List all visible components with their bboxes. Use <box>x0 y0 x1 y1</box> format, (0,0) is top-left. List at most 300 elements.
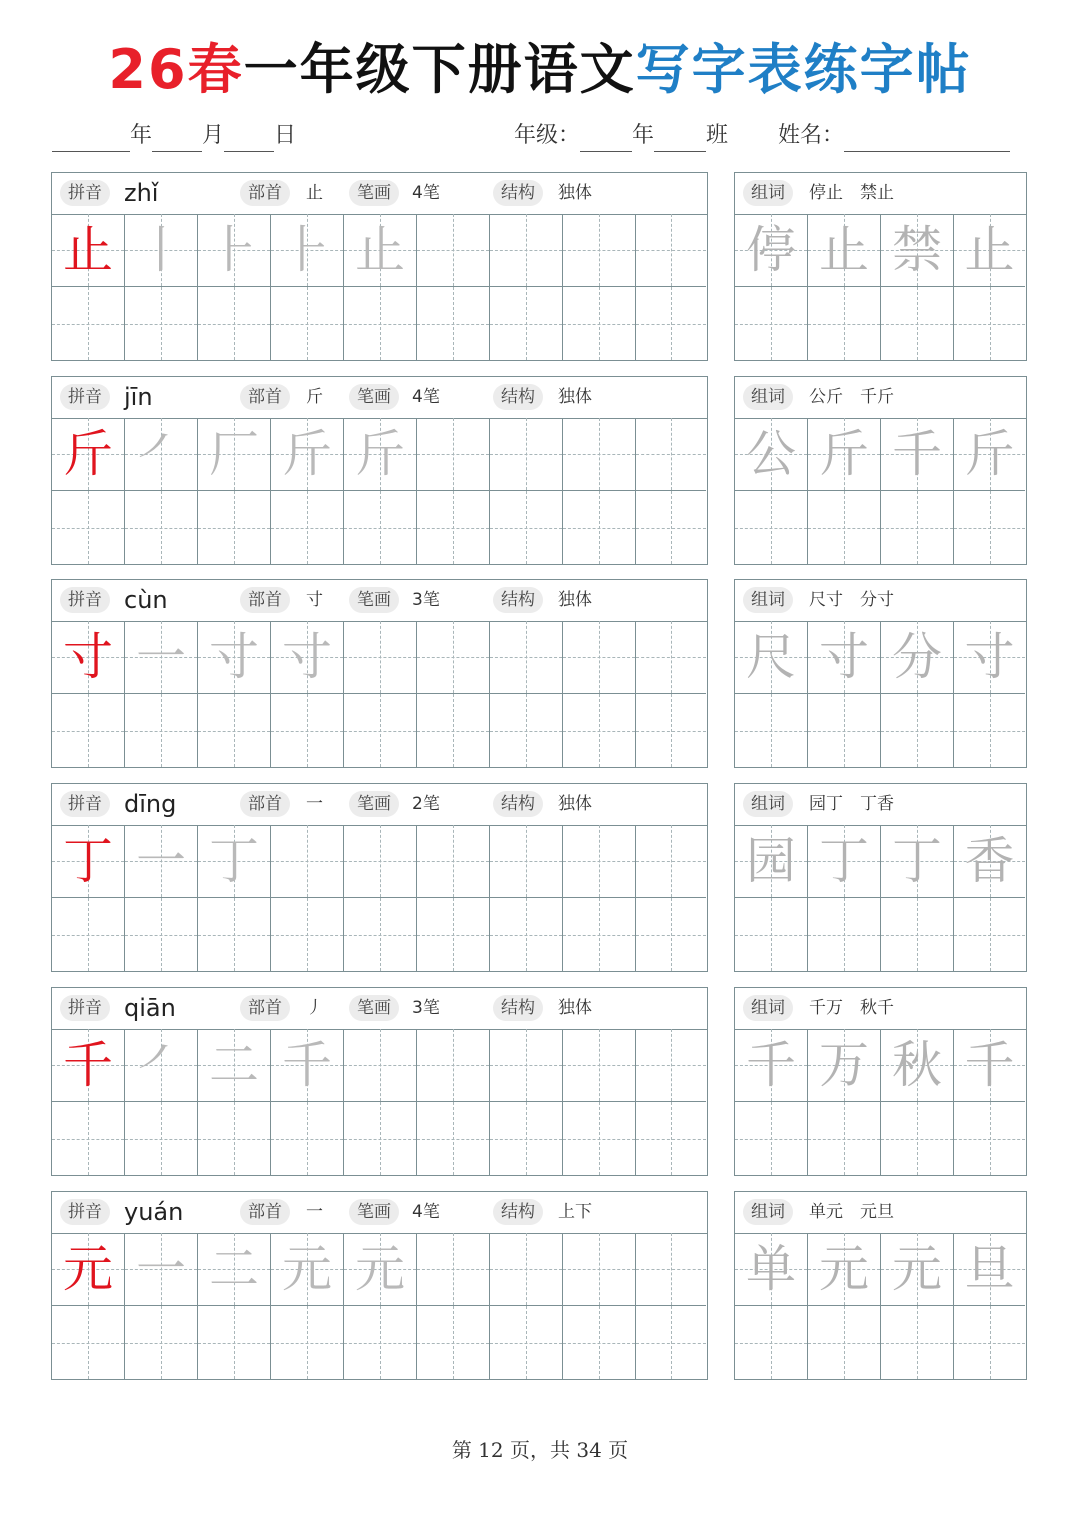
grade-class-blank[interactable] <box>654 127 706 152</box>
writing-cell[interactable] <box>198 418 271 491</box>
stroke-order-step: ㇒ <box>136 425 186 483</box>
word-cell[interactable] <box>808 898 881 971</box>
writing-cell[interactable] <box>52 1306 125 1379</box>
word-cell[interactable] <box>881 1233 954 1306</box>
word-cell[interactable] <box>735 694 808 767</box>
char-info-bar <box>52 1192 707 1234</box>
word-cell[interactable] <box>954 214 1025 287</box>
word-cell[interactable] <box>735 825 808 898</box>
writing-cell[interactable] <box>417 1029 490 1102</box>
pinyin-tag: 拼音 <box>60 995 110 1021</box>
writing-cell[interactable] <box>344 418 417 491</box>
word-trace-character: 千 <box>892 425 942 483</box>
word-cell[interactable] <box>735 898 808 971</box>
words-tag: 组词 <box>743 1199 793 1225</box>
writing-cell[interactable] <box>636 694 706 767</box>
writing-cell[interactable] <box>490 1102 563 1175</box>
writing-grid <box>52 1233 707 1379</box>
writing-cell[interactable] <box>271 898 344 971</box>
words-value: 停止 禁止 <box>809 183 894 203</box>
name-field[interactable] <box>778 120 1010 152</box>
writing-grid <box>52 621 707 767</box>
word-cell[interactable] <box>881 898 954 971</box>
word-grid <box>735 825 1026 971</box>
word-cell[interactable] <box>735 287 808 360</box>
stroke-order-step: 斤 <box>355 425 405 483</box>
stroke-order-step: 一 <box>136 1240 186 1298</box>
word-info-bar <box>735 988 1026 1030</box>
strokes-value: 2笔 <box>412 794 440 814</box>
word-trace-character: 丁 <box>892 832 942 890</box>
writing-cell[interactable] <box>563 1102 636 1175</box>
word-trace-character: 秋 <box>892 1036 942 1094</box>
structure-tag: 结构 <box>493 587 543 613</box>
words-tag: 组词 <box>743 180 793 206</box>
char-practice-panel <box>51 783 708 972</box>
writing-cell[interactable] <box>52 1233 125 1306</box>
word-trace-character: 单 <box>746 1240 796 1298</box>
word-trace-character: 千 <box>964 1036 1015 1094</box>
word-trace-character: 尺 <box>746 628 796 686</box>
word-cell[interactable] <box>954 418 1025 491</box>
month-blank[interactable] <box>152 127 202 152</box>
structure-value: 上下 <box>558 1202 592 1222</box>
writing-cell[interactable] <box>344 214 417 287</box>
word-cell[interactable] <box>808 1306 881 1379</box>
pinyin-value: jīn <box>124 383 153 411</box>
stroke-order-step: 元 <box>282 1240 332 1298</box>
writing-cell[interactable] <box>636 287 706 360</box>
title-part-black: 一年级下册语文 <box>243 38 636 101</box>
word-trace-character: 寸 <box>964 628 1015 686</box>
writing-cell[interactable] <box>344 1102 417 1175</box>
writing-cell[interactable] <box>344 1306 417 1379</box>
radical-tag: 部首 <box>240 1199 290 1225</box>
year-blank[interactable] <box>52 127 130 152</box>
stroke-order-step: 寸 <box>209 628 259 686</box>
writing-cell[interactable] <box>417 418 490 491</box>
writing-cell[interactable] <box>271 418 344 491</box>
header-row <box>52 120 1024 154</box>
grade-field[interactable] <box>514 120 728 152</box>
word-cell[interactable] <box>954 1029 1025 1102</box>
word-cell[interactable] <box>881 621 954 694</box>
word-cell[interactable] <box>735 621 808 694</box>
word-info-bar <box>735 1192 1026 1234</box>
writing-cell[interactable] <box>125 1306 198 1379</box>
writing-cell[interactable] <box>52 621 125 694</box>
writing-cell[interactable] <box>271 1029 344 1102</box>
radical-tag: 部首 <box>240 587 290 613</box>
word-cell[interactable] <box>735 1306 808 1379</box>
word-cell[interactable] <box>808 491 881 564</box>
word-info-bar <box>735 173 1026 215</box>
writing-cell[interactable] <box>563 287 636 360</box>
writing-cell[interactable] <box>490 491 563 564</box>
word-cell[interactable] <box>954 287 1025 360</box>
word-trace-character: 香 <box>964 832 1015 890</box>
model-character: 止 <box>63 221 113 279</box>
writing-cell[interactable] <box>636 491 706 564</box>
stroke-order-step: 元 <box>355 1240 405 1298</box>
writing-cell[interactable] <box>125 418 198 491</box>
writing-cell[interactable] <box>271 621 344 694</box>
word-cell[interactable] <box>954 491 1025 564</box>
writing-cell[interactable] <box>271 1102 344 1175</box>
writing-cell[interactable] <box>417 287 490 360</box>
word-grid <box>735 1029 1026 1175</box>
writing-grid <box>52 214 707 360</box>
word-info-bar <box>735 580 1026 622</box>
radical-value: 一 <box>306 794 323 814</box>
word-cell[interactable] <box>954 621 1025 694</box>
word-cell[interactable] <box>808 214 881 287</box>
writing-cell[interactable] <box>490 1233 563 1306</box>
strokes-tag: 笔画 <box>349 384 399 410</box>
writing-cell[interactable] <box>344 825 417 898</box>
writing-cell[interactable] <box>417 1233 490 1306</box>
word-cell[interactable] <box>954 694 1025 767</box>
word-trace-character: 禁 <box>892 221 942 279</box>
writing-cell[interactable] <box>417 694 490 767</box>
word-cell[interactable] <box>881 1029 954 1102</box>
pinyin-tag: 拼音 <box>60 587 110 613</box>
writing-cell[interactable] <box>490 898 563 971</box>
grade-year-blank[interactable] <box>580 127 632 152</box>
words-tag: 组词 <box>743 791 793 817</box>
model-character: 千 <box>63 1036 113 1094</box>
grade-label: 年级： <box>514 123 581 148</box>
structure-value: 独体 <box>558 794 592 814</box>
word-practice-panel <box>734 783 1027 972</box>
word-practice-panel <box>734 987 1027 1176</box>
writing-cell[interactable] <box>563 491 636 564</box>
words-tag: 组词 <box>743 587 793 613</box>
word-cell[interactable] <box>954 1306 1025 1379</box>
writing-cell[interactable] <box>198 621 271 694</box>
word-cell[interactable] <box>954 825 1025 898</box>
writing-grid <box>52 418 707 564</box>
word-cell[interactable] <box>808 1233 881 1306</box>
word-cell[interactable] <box>954 1233 1025 1306</box>
writing-cell[interactable] <box>490 214 563 287</box>
word-cell[interactable] <box>808 418 881 491</box>
words-value: 园丁 丁香 <box>809 794 894 814</box>
writing-grid <box>52 825 707 971</box>
char-info-bar <box>52 173 707 215</box>
radical-tag: 部首 <box>240 995 290 1021</box>
writing-cell[interactable] <box>563 418 636 491</box>
radical-value: 斤 <box>306 387 323 407</box>
char-practice-panel <box>51 172 708 361</box>
writing-cell[interactable] <box>417 491 490 564</box>
word-grid <box>735 418 1026 564</box>
word-cell[interactable] <box>881 214 954 287</box>
writing-cell[interactable] <box>125 491 198 564</box>
word-cell[interactable] <box>881 287 954 360</box>
writing-cell[interactable] <box>636 1233 706 1306</box>
writing-cell[interactable] <box>52 214 125 287</box>
strokes-tag: 笔画 <box>349 180 399 206</box>
radical-value: 一 <box>306 1202 323 1222</box>
writing-cell[interactable] <box>563 694 636 767</box>
char-practice-panel <box>51 987 708 1176</box>
writing-cell[interactable] <box>198 898 271 971</box>
pinyin-value: dīng <box>124 790 177 818</box>
model-character: 元 <box>63 1240 113 1298</box>
writing-cell[interactable] <box>52 287 125 360</box>
writing-cell[interactable] <box>636 1029 706 1102</box>
strokes-value: 4笔 <box>412 183 440 203</box>
day-label: 日 <box>274 123 297 148</box>
name-label: 姓名： <box>778 123 845 148</box>
char-info-bar <box>52 580 707 622</box>
word-info-bar <box>735 784 1026 826</box>
word-cell[interactable] <box>881 418 954 491</box>
writing-cell[interactable] <box>636 1102 706 1175</box>
word-cell[interactable] <box>808 825 881 898</box>
stroke-order-step: 一 <box>136 628 186 686</box>
word-trace-character: 止 <box>819 221 869 279</box>
word-cell[interactable] <box>735 1102 808 1175</box>
writing-cell[interactable] <box>636 1306 706 1379</box>
writing-cell[interactable] <box>198 1233 271 1306</box>
word-cell[interactable] <box>881 825 954 898</box>
radical-tag: 部首 <box>240 791 290 817</box>
writing-cell[interactable] <box>271 694 344 767</box>
writing-cell[interactable] <box>125 898 198 971</box>
writing-cell[interactable] <box>563 898 636 971</box>
writing-cell[interactable] <box>52 418 125 491</box>
writing-cell[interactable] <box>344 491 417 564</box>
name-blank[interactable] <box>844 127 1010 152</box>
writing-cell[interactable] <box>198 1102 271 1175</box>
writing-cell[interactable] <box>344 1233 417 1306</box>
page-title <box>0 38 1080 102</box>
structure-value: 独体 <box>558 387 592 407</box>
writing-cell[interactable] <box>417 214 490 287</box>
writing-cell[interactable] <box>198 825 271 898</box>
writing-cell[interactable] <box>490 825 563 898</box>
writing-cell[interactable] <box>490 621 563 694</box>
pinyin-value: qiān <box>124 994 176 1022</box>
stroke-order-step: 止 <box>355 221 405 279</box>
writing-cell[interactable] <box>125 694 198 767</box>
writing-cell[interactable] <box>563 1233 636 1306</box>
writing-cell[interactable] <box>125 825 198 898</box>
writing-cell[interactable] <box>271 825 344 898</box>
strokes-tag: 笔画 <box>349 791 399 817</box>
char-practice-panel <box>51 1191 708 1380</box>
writing-cell[interactable] <box>271 287 344 360</box>
grade-year-label: 年 <box>632 123 655 148</box>
writing-cell[interactable] <box>52 694 125 767</box>
word-cell[interactable] <box>808 1029 881 1102</box>
writing-cell[interactable] <box>563 621 636 694</box>
word-cell[interactable] <box>735 1029 808 1102</box>
structure-tag: 结构 <box>493 384 543 410</box>
words-value: 单元 元旦 <box>809 1202 894 1222</box>
writing-cell[interactable] <box>52 825 125 898</box>
word-cell[interactable] <box>808 621 881 694</box>
char-info-bar <box>52 784 707 826</box>
stroke-order-step: 一 <box>136 832 186 890</box>
writing-cell[interactable] <box>198 214 271 287</box>
word-practice-panel <box>734 172 1027 361</box>
writing-cell[interactable] <box>271 491 344 564</box>
strokes-tag: 笔画 <box>349 1199 399 1225</box>
stroke-order-step: ⺊ <box>282 221 332 279</box>
writing-cell[interactable] <box>636 621 706 694</box>
strokes-tag: 笔画 <box>349 995 399 1021</box>
grade-class-label: 班 <box>706 123 729 148</box>
word-cell[interactable] <box>808 1102 881 1175</box>
strokes-value: 3笔 <box>412 590 440 610</box>
word-trace-character: 丁 <box>819 832 869 890</box>
model-character: 斤 <box>63 425 113 483</box>
pinyin-tag: 拼音 <box>60 180 110 206</box>
strokes-tag: 笔画 <box>349 587 399 613</box>
radical-value: 止 <box>306 183 323 203</box>
char-info-bar <box>52 988 707 1030</box>
structure-tag: 结构 <box>493 791 543 817</box>
writing-cell[interactable] <box>125 287 198 360</box>
writing-cell[interactable] <box>636 418 706 491</box>
word-trace-character: 分 <box>892 628 942 686</box>
writing-grid <box>52 1029 707 1175</box>
pinyin-tag: 拼音 <box>60 1199 110 1225</box>
writing-cell[interactable] <box>52 1102 125 1175</box>
title-part-red: 26春 <box>108 38 244 101</box>
writing-cell[interactable] <box>636 898 706 971</box>
writing-cell[interactable] <box>563 214 636 287</box>
stroke-order-step: 丁 <box>209 832 259 890</box>
writing-cell[interactable] <box>490 1029 563 1102</box>
strokes-value: 4笔 <box>412 387 440 407</box>
pinyin-tag: 拼音 <box>60 791 110 817</box>
writing-cell[interactable] <box>271 214 344 287</box>
writing-cell[interactable] <box>125 1233 198 1306</box>
stroke-order-step: 斤 <box>282 425 332 483</box>
writing-cell[interactable] <box>344 1029 417 1102</box>
radical-value: 丿 <box>306 998 323 1018</box>
word-cell[interactable] <box>954 898 1025 971</box>
writing-cell[interactable] <box>344 287 417 360</box>
word-trace-character: 公 <box>746 425 796 483</box>
char-info-bar <box>52 377 707 419</box>
pinyin-tag: 拼音 <box>60 384 110 410</box>
word-trace-character: 寸 <box>819 628 869 686</box>
word-trace-character: 元 <box>819 1240 869 1298</box>
writing-cell[interactable] <box>417 898 490 971</box>
word-cell[interactable] <box>735 1233 808 1306</box>
day-blank[interactable] <box>224 127 274 152</box>
word-cell[interactable] <box>881 1306 954 1379</box>
word-cell[interactable] <box>881 491 954 564</box>
word-grid <box>735 214 1026 360</box>
writing-cell[interactable] <box>344 621 417 694</box>
word-cell[interactable] <box>881 694 954 767</box>
writing-cell[interactable] <box>490 694 563 767</box>
word-practice-panel <box>734 376 1027 565</box>
word-trace-character: 止 <box>964 221 1015 279</box>
stroke-order-step: ㇒ <box>136 1036 186 1094</box>
stroke-order-step: 寸 <box>282 628 332 686</box>
writing-cell[interactable] <box>198 491 271 564</box>
word-cell[interactable] <box>735 418 808 491</box>
writing-cell[interactable] <box>198 1306 271 1379</box>
word-cell[interactable] <box>735 214 808 287</box>
writing-cell[interactable] <box>344 694 417 767</box>
writing-cell[interactable] <box>563 1306 636 1379</box>
writing-cell[interactable] <box>417 1102 490 1175</box>
writing-cell[interactable] <box>125 1029 198 1102</box>
structure-tag: 结构 <box>493 180 543 206</box>
writing-cell[interactable] <box>198 1029 271 1102</box>
words-tag: 组词 <box>743 384 793 410</box>
word-info-bar <box>735 377 1026 419</box>
writing-cell[interactable] <box>490 418 563 491</box>
writing-cell[interactable] <box>52 1029 125 1102</box>
word-practice-panel <box>734 1191 1027 1380</box>
words-value: 千万 秋千 <box>809 998 894 1018</box>
date-field[interactable] <box>52 120 296 152</box>
word-cell[interactable] <box>808 694 881 767</box>
writing-cell[interactable] <box>417 621 490 694</box>
words-value: 公斤 千斤 <box>809 387 894 407</box>
writing-cell[interactable] <box>417 1306 490 1379</box>
writing-cell[interactable] <box>125 1102 198 1175</box>
word-cell[interactable] <box>808 287 881 360</box>
word-cell[interactable] <box>881 1102 954 1175</box>
words-tag: 组词 <box>743 995 793 1021</box>
word-trace-character: 旦 <box>964 1240 1015 1298</box>
writing-cell[interactable] <box>636 825 706 898</box>
writing-cell[interactable] <box>52 491 125 564</box>
char-practice-panel <box>51 376 708 565</box>
pinyin-value: cùn <box>124 586 168 614</box>
stroke-order-step: 二 <box>209 1036 259 1094</box>
writing-cell[interactable] <box>271 1306 344 1379</box>
model-character: 丁 <box>63 832 113 890</box>
writing-cell[interactable] <box>125 214 198 287</box>
word-cell[interactable] <box>954 1102 1025 1175</box>
word-cell[interactable] <box>735 491 808 564</box>
word-trace-character: 千 <box>746 1036 796 1094</box>
writing-cell[interactable] <box>417 825 490 898</box>
writing-cell[interactable] <box>563 1029 636 1102</box>
stroke-order-step: 二 <box>209 1240 259 1298</box>
writing-cell[interactable] <box>563 825 636 898</box>
writing-cell[interactable] <box>490 287 563 360</box>
writing-cell[interactable] <box>636 214 706 287</box>
strokes-value: 3笔 <box>412 998 440 1018</box>
stroke-order-step: ⺊ <box>209 221 259 279</box>
writing-cell[interactable] <box>490 1306 563 1379</box>
word-trace-character: 万 <box>819 1036 869 1094</box>
writing-cell[interactable] <box>125 621 198 694</box>
structure-tag: 结构 <box>493 1199 543 1225</box>
writing-cell[interactable] <box>198 694 271 767</box>
stroke-order-step: 千 <box>282 1036 332 1094</box>
writing-cell[interactable] <box>52 898 125 971</box>
writing-cell[interactable] <box>344 898 417 971</box>
writing-cell[interactable] <box>198 287 271 360</box>
writing-cell[interactable] <box>271 1233 344 1306</box>
radical-tag: 部首 <box>240 180 290 206</box>
word-practice-panel <box>734 579 1027 768</box>
title-part-blue: 写字表练字帖 <box>635 38 972 101</box>
